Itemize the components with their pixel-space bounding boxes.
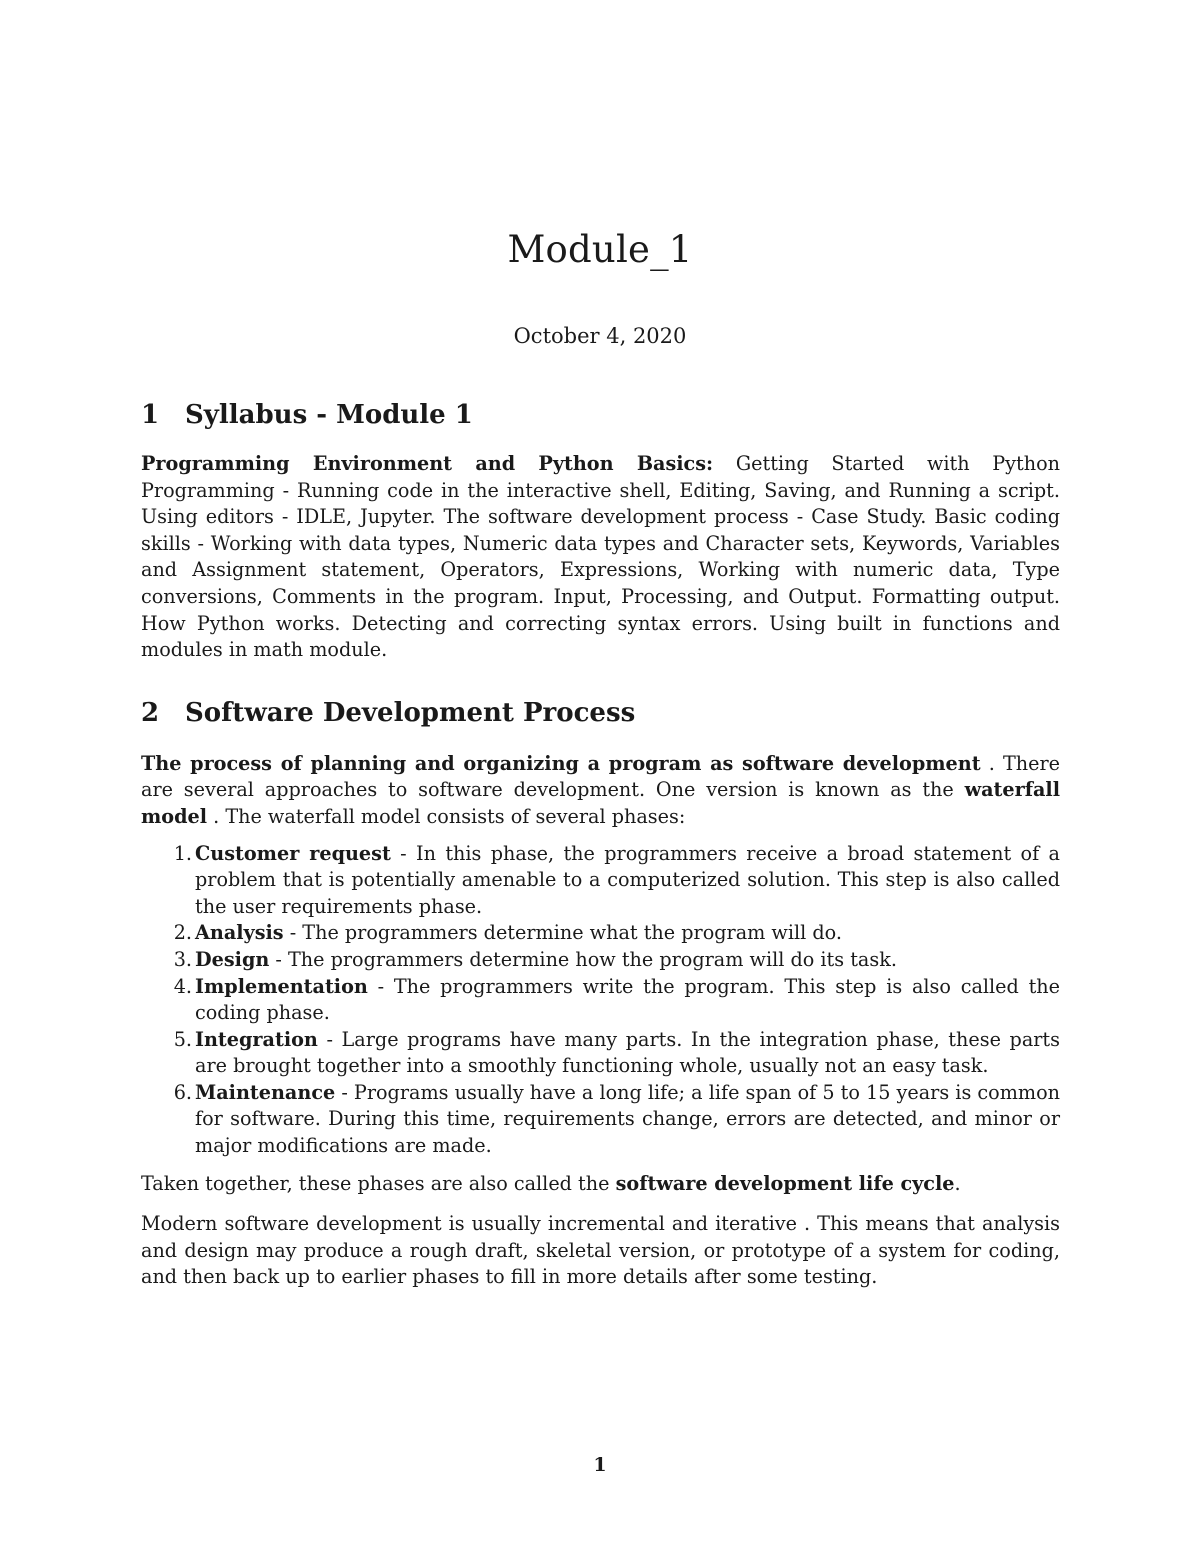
list-item (141, 841, 1060, 921)
phase-name: Customer request (195, 841, 391, 865)
list-item (141, 1080, 1060, 1160)
list-item (141, 947, 1060, 974)
phase-text: - Large programs have many parts. In the integration phase, these parts are brought together into a smoothly functioning whole, usually not an easy task. (195, 1027, 1060, 1078)
phase-text: - The programmers determine how the program will do its task. (269, 947, 897, 971)
phase-text: - In this phase, the programmers receive a broad statement of a problem that is potentially amenable to a computerized solution. This step is also called the user requirements phase. (195, 841, 1061, 918)
list-marker: 3. (173, 947, 192, 971)
phase-name: Implementation (195, 974, 368, 998)
document-title: Module_1 (507, 228, 693, 271)
section-1-heading (141, 396, 1060, 434)
phases-list (141, 841, 1060, 1160)
intro-text-1: . There are several approaches to software development. One version is known as the (141, 751, 1060, 802)
section-2-number: 2 (141, 697, 160, 728)
phase-text: - The programmers write the program. This step is also called the coding phase. (195, 974, 1060, 1025)
intro-bold-waterfall: waterfall model (141, 778, 1060, 828)
lifecycle-text-2: . (954, 1171, 961, 1195)
phase-text: - The programmers determine what the program will do. (283, 921, 842, 945)
page-number: 1 (593, 1454, 607, 1476)
intro-bold-definition: The process of planning and organizing a program as software development (141, 751, 981, 775)
lifecycle-bold: software development life cycle (615, 1171, 955, 1195)
lifecycle-text-1: Taken together, these phases are also called the (141, 1171, 616, 1195)
list-marker: 5. (173, 1027, 192, 1051)
document-date: October 4, 2020 (513, 324, 687, 348)
document-body (141, 396, 1060, 1291)
phase-name: Analysis (195, 921, 284, 945)
modern-development-paragraph: Modern software development is usually incremental and iterative . This means that analysis and design may produce a rough draft, skeletal version, or prototype of a system for coding, and then back up to earlier phases to fill in more details after some testing. (141, 1212, 1060, 1289)
list-marker: 1. (173, 841, 192, 865)
list-item (141, 974, 1060, 1027)
list-item (141, 1027, 1060, 1080)
process-intro-paragraph (141, 751, 1060, 831)
lifecycle-paragraph (141, 1171, 1060, 1198)
phase-name: Maintenance (195, 1080, 336, 1104)
syllabus-lead: Programming Environment and Python Basics: (141, 452, 714, 475)
section-2-heading (141, 694, 1060, 732)
list-marker: 6. (173, 1080, 192, 1104)
section-2-title: Software Development Process (185, 697, 636, 728)
list-marker: 2. (173, 921, 192, 945)
section-1-title: Syllabus - Module 1 (185, 400, 473, 430)
syllabus-text: Getting Started with Python Programming - Running code in the interactive shell, Editing, Saving, and Running a script. Using editors - IDLE, Jupyter. The software development process - Case Study. Basic coding skills - Working with data types, Numeric data types and Character sets, Keywords, Variables and Assignment statement, Operators, Expressions, Working with numeric data, Type conversions, Comments in the program. Input, Processing, and Output. Formatting output. How Python works. Detecting and correcting syntax errors. Using built in functions and modules in math module. (141, 452, 1061, 662)
list-marker: 4. (173, 974, 192, 998)
phase-name: Design (195, 947, 270, 971)
phase-name: Integration (195, 1027, 318, 1051)
list-item (141, 920, 1060, 947)
intro-text-2: . The waterfall model consists of several phases: (207, 804, 686, 828)
section-1-number: 1 (141, 400, 160, 430)
phase-text: - Programs usually have a long life; a life span of 5 to 15 years is common for software. During this time, requirements change, errors are detected, and minor or major modifications are made. (195, 1080, 1060, 1158)
syllabus-paragraph (141, 451, 1060, 664)
